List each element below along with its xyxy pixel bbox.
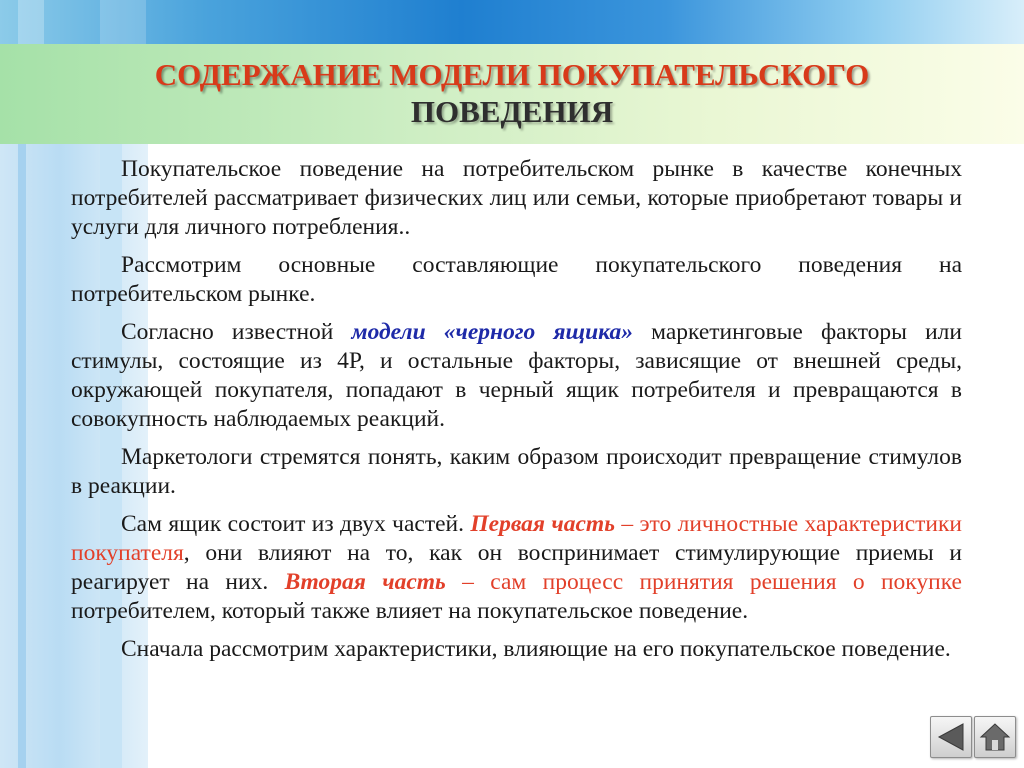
text-run: маркетинговые факторы или стимулы, состоящие из 4Р, и остальные факторы, зависящие от внешней среды, окружающей покупателя, попадают в черный ящик потребителя и превращаются в совокупность наблюдаемых реакций. <box>71 319 962 432</box>
text-run: Сам ящик состоит из двух частей. <box>121 511 471 537</box>
decor-stripe <box>18 0 44 46</box>
paragraph-next: Сначала рассмотрим характеристики, влияющие на его покупательское поведение. <box>121 636 951 662</box>
slide-title <box>0 56 1024 130</box>
text-run: Согласно известной <box>121 319 352 345</box>
home-icon <box>979 721 1011 753</box>
text-run: , они влияют на то, как он воспринимает стимулирующие приемы и реагирует на них. <box>71 540 962 595</box>
decor-stripe <box>18 46 26 768</box>
black-box-model-term: модели «черного ящика» <box>351 319 633 345</box>
previous-slide-button[interactable] <box>930 716 972 758</box>
top-decor-strip <box>0 0 1024 46</box>
decor-stripe <box>100 0 146 46</box>
slide-title-line2: ПОВЕДЕНИЯ <box>410 94 614 129</box>
slide-title-line1: СОДЕРЖАНИЕ МОДЕЛИ ПОКУПАТЕЛЬСКОГО <box>154 57 870 92</box>
paragraph-box-parts <box>71 510 962 626</box>
paragraph-black-box <box>71 318 962 434</box>
first-part-term: Первая часть <box>470 511 615 537</box>
paragraph-marketers: Маркетологи стремятся понять, каким образом происходит превращение стимулов в реакции. <box>71 444 962 499</box>
slide-body <box>71 155 962 673</box>
paragraph-definition: Покупательское поведение на потребительском рынке в качестве конечных потребителей рассматривает физических лиц или семьи, которые приобретают товары и услуги для личного потребления.. <box>71 156 962 240</box>
back-arrow-icon <box>935 721 967 753</box>
paragraph-components: Рассмотрим основные составляющие покупательского поведения на потребительском рынке. <box>71 252 962 307</box>
first-part-description: – это личностные характеристики покупателя <box>71 511 962 566</box>
second-part-description: – сам процесс принятия решения о покупке <box>445 569 962 595</box>
second-part-term: Вторая часть <box>284 569 446 595</box>
home-button[interactable] <box>974 716 1016 758</box>
text-run: потребителем, который также влияет на покупательское поведение. <box>71 598 749 624</box>
